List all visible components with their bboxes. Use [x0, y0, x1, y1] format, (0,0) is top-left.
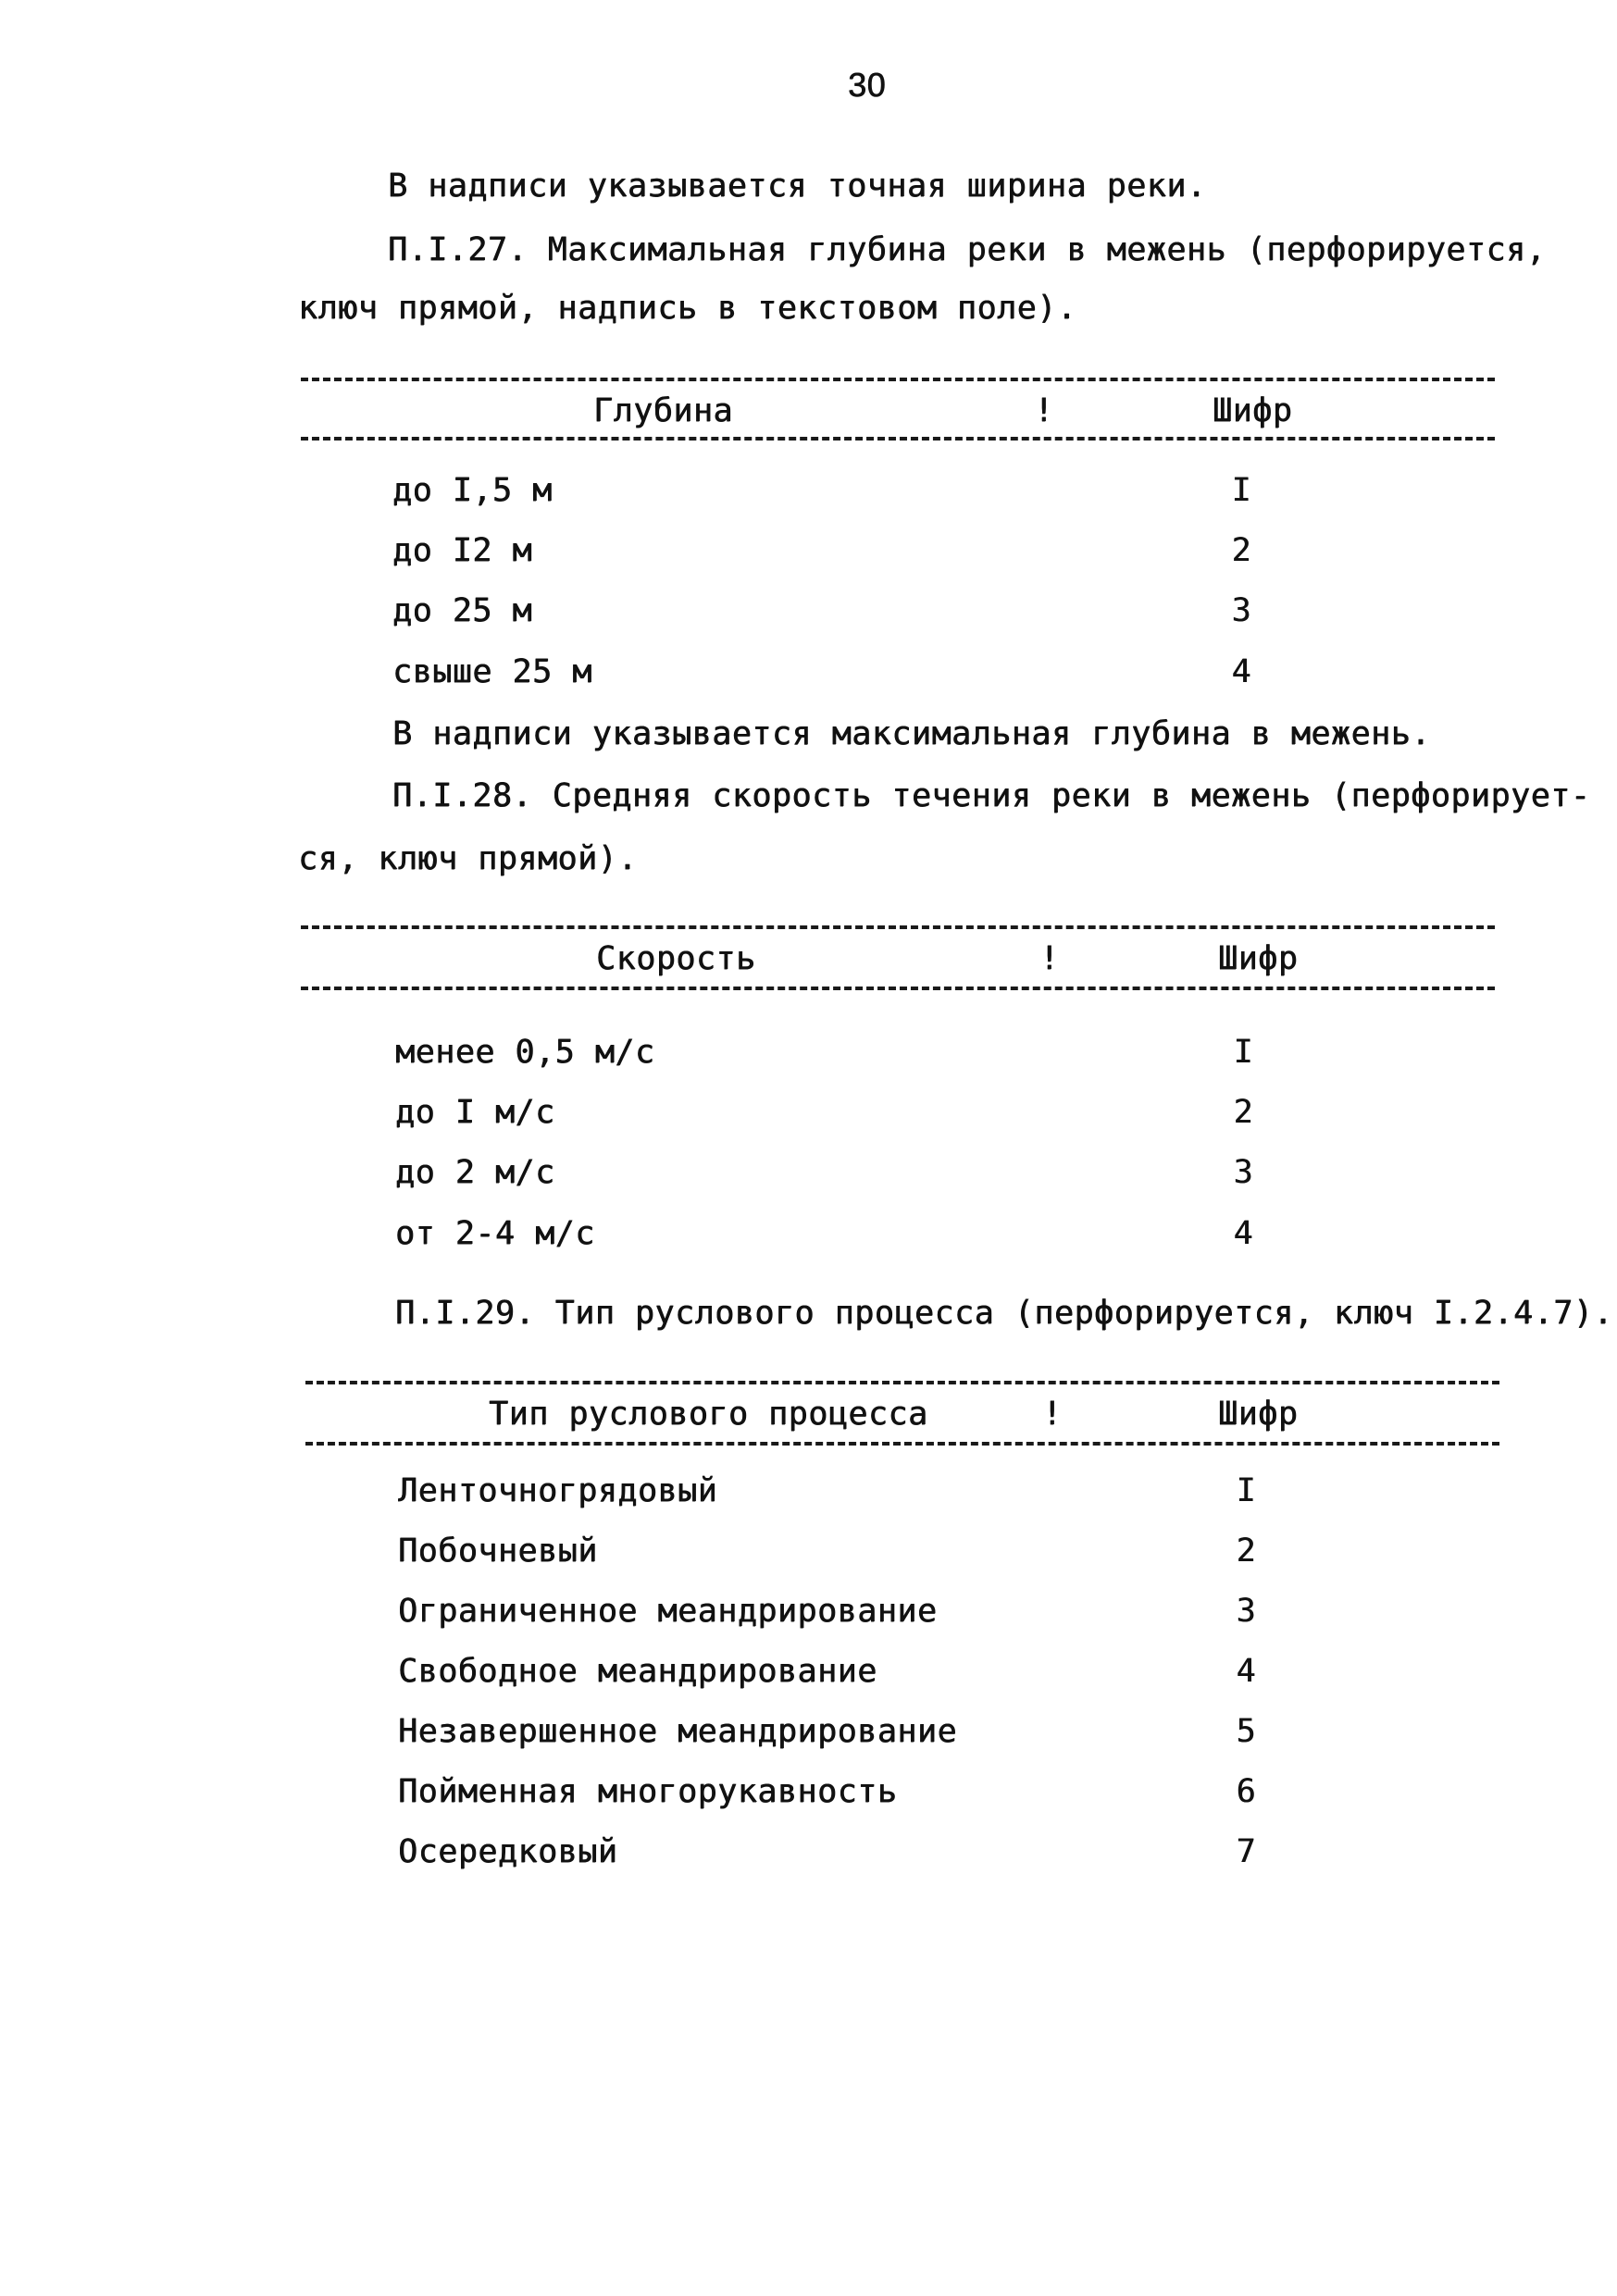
table3-header-code: Шифр — [1218, 1396, 1299, 1433]
table1-row-code: 4 — [1231, 653, 1251, 690]
table3-row-label: Осередковый — [398, 1833, 618, 1870]
table3-row-code: I — [1236, 1472, 1256, 1509]
table1-row-code: 2 — [1231, 532, 1251, 569]
table2-header-separator: ! — [1039, 940, 1060, 977]
paragraph-width-note: В надписи указывается точная ширина реки. — [388, 168, 1207, 205]
table1-header-rule — [301, 437, 1495, 441]
table3-row-code: 4 — [1236, 1653, 1256, 1690]
table3-row-code: 6 — [1236, 1773, 1256, 1810]
table3-row-label: Побочневый — [398, 1533, 598, 1570]
table2-row-code: I — [1233, 1034, 1253, 1071]
page-number: 30 — [848, 66, 887, 104]
table3-row-label: Ленточногрядовый — [398, 1472, 718, 1509]
table3-header-separator: ! — [1042, 1396, 1063, 1433]
table3-row-label: Ограниченное меандрирование — [398, 1593, 938, 1630]
table1-row-code: 3 — [1231, 592, 1251, 629]
table2-header-speed: Скорость — [596, 940, 756, 977]
table3-row-code: 2 — [1236, 1533, 1256, 1570]
table1-header-code: Шифр — [1213, 392, 1293, 429]
section-128-line2: ся, ключ прямой). — [298, 840, 638, 877]
section-129-line1: П.I.29. Тип руслового процесса (перфорируется, ключ I.2.4.7). — [395, 1295, 1613, 1332]
table2-row-code: 4 — [1233, 1215, 1253, 1252]
table2-row-code: 3 — [1233, 1154, 1253, 1191]
section-127-line2: ключ прямой, надпись в текстовом поле). — [298, 290, 1077, 327]
table2-row-label: от 2-4 м/с — [395, 1215, 595, 1252]
table3-row-label: Свободное меандрирование — [398, 1653, 877, 1690]
table1-header-depth: Глубина — [593, 392, 734, 429]
table2-header-code: Шифр — [1218, 940, 1299, 977]
table1-row-label: до 25 м — [392, 592, 533, 629]
section-128-line1: П.I.28. Средняя скорость течения реки в межень (перфорирует- — [392, 777, 1591, 814]
table2-row-label: менее 0,5 м/с — [395, 1034, 655, 1071]
table3-row-label: Пойменная многорукавность — [398, 1773, 898, 1810]
table3-header-process: Тип руслового процесса — [489, 1396, 928, 1433]
table2-header-rule — [301, 987, 1495, 990]
table3-row-code: 5 — [1236, 1713, 1256, 1750]
table2-row-label: до I м/с — [395, 1094, 555, 1131]
table2-row-code: 2 — [1233, 1094, 1253, 1131]
table3-top-rule — [305, 1381, 1499, 1384]
table2-row-label: до 2 м/с — [395, 1154, 555, 1191]
table3-row-code: 3 — [1236, 1593, 1256, 1630]
table1-top-rule — [301, 378, 1495, 381]
table1-row-label: до I,5 м — [392, 472, 553, 509]
section-127-line1: П.I.27. Максимальная глубина реки в межень (перфорируется, — [388, 231, 1547, 268]
table1-row-code: I — [1231, 472, 1251, 509]
table1-row-label: свыше 25 м — [392, 653, 592, 690]
paragraph-depth-note: В надписи указывается максимальная глубина в межень. — [392, 715, 1431, 752]
table2-top-rule — [301, 925, 1495, 929]
table3-row-label: Незавершенное меандрирование — [398, 1713, 958, 1750]
table1-header-separator: ! — [1034, 392, 1054, 429]
table1-row-label: до I2 м — [392, 532, 533, 569]
table3-header-rule — [305, 1442, 1499, 1446]
table3-row-code: 7 — [1236, 1833, 1256, 1870]
